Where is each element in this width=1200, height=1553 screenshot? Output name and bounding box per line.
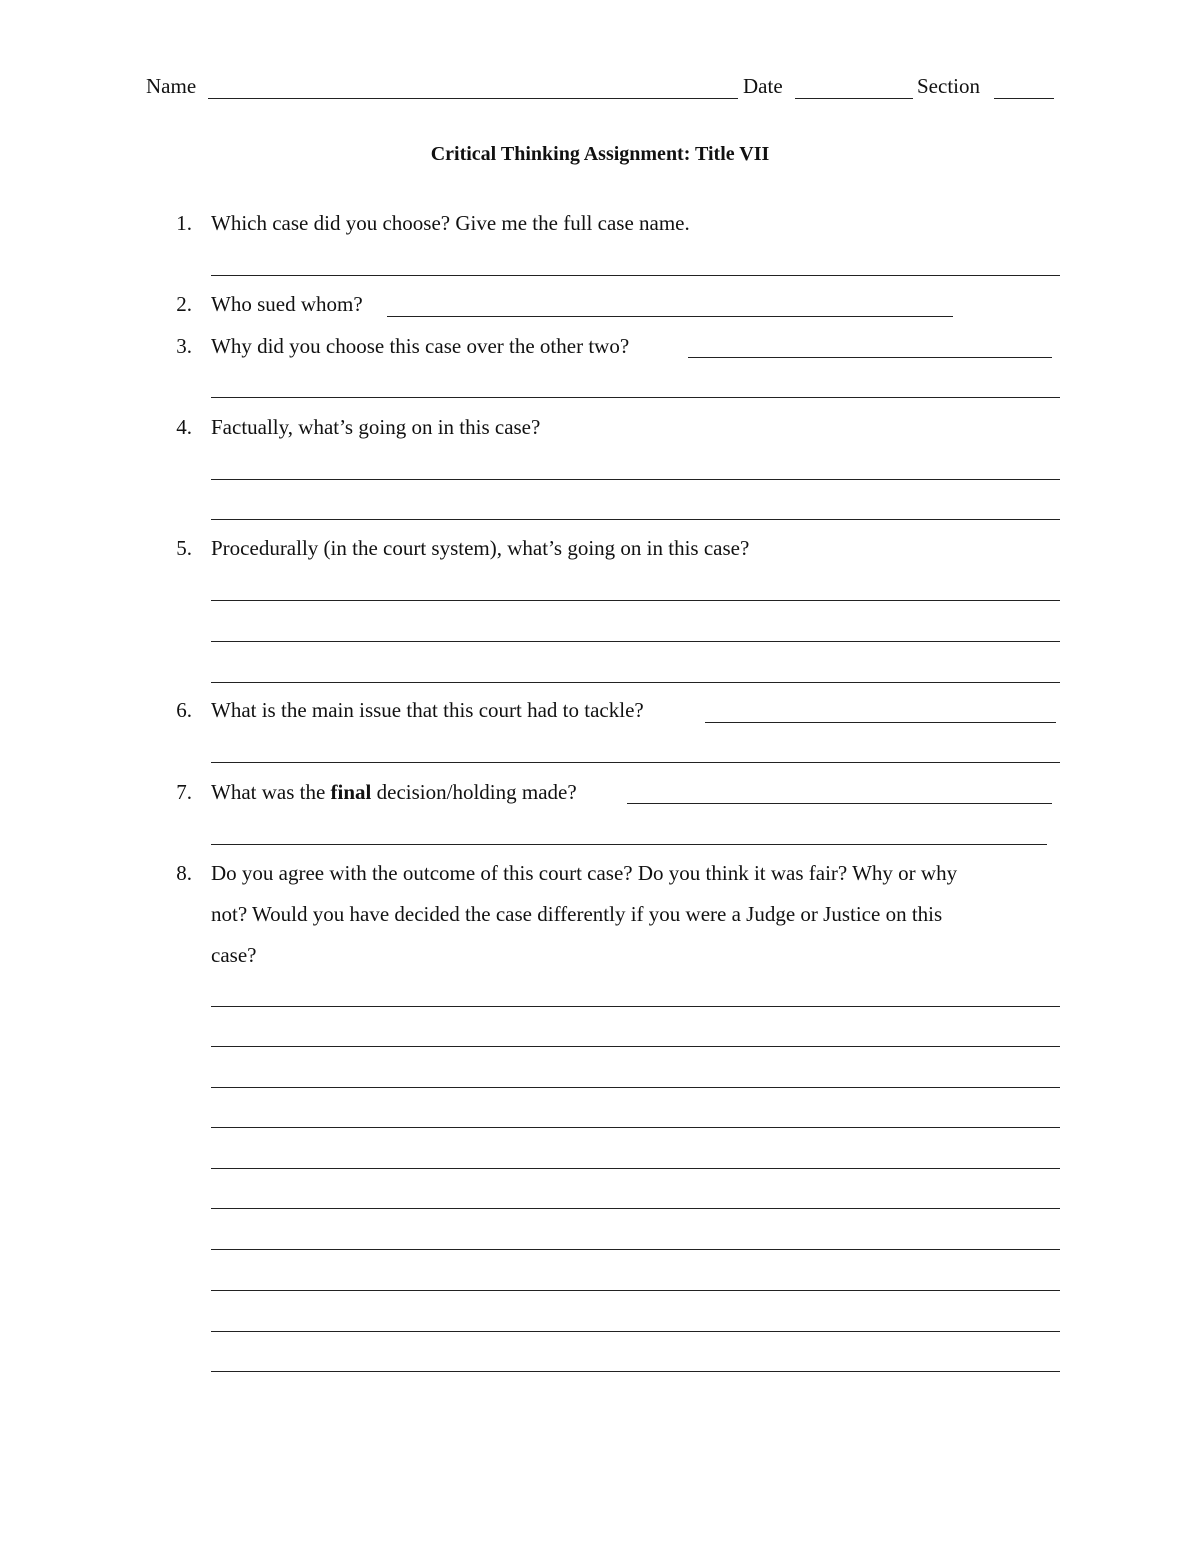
answer-line[interactable] — [211, 1087, 1060, 1088]
question-number: 8. — [176, 861, 192, 885]
question-text-line-1: Do you agree with the outcome of this court case? Do you think it was fair? Why or why — [211, 861, 958, 885]
answer-line[interactable] — [211, 1208, 1060, 1209]
answer-line[interactable] — [387, 316, 953, 317]
question-text: Who sued whom? — [211, 292, 363, 316]
answer-line[interactable] — [211, 600, 1060, 601]
answer-line[interactable] — [705, 722, 1056, 723]
question-number: 4. — [176, 415, 192, 439]
answer-line[interactable] — [211, 397, 1060, 398]
date-label: Date — [743, 74, 783, 98]
question-text: Factually, what’s going on in this case? — [211, 415, 541, 439]
answer-line[interactable] — [211, 1046, 1060, 1047]
answer-line[interactable] — [211, 1331, 1060, 1332]
question-number: 5. — [176, 536, 192, 560]
answer-line[interactable] — [211, 1290, 1060, 1291]
answer-line[interactable] — [211, 844, 1047, 845]
answer-line[interactable] — [211, 641, 1060, 642]
question-number: 3. — [176, 334, 192, 358]
answer-line[interactable] — [211, 1371, 1060, 1372]
question-text: Why did you choose this case over the other two? — [211, 334, 630, 358]
answer-line[interactable] — [211, 762, 1060, 763]
name-label: Name — [146, 74, 197, 98]
question-number: 2. — [176, 292, 192, 316]
question-text: Procedurally (in the court system), what’s going on in this case? — [211, 536, 750, 560]
answer-line[interactable] — [211, 682, 1060, 683]
answer-line[interactable] — [688, 357, 1052, 358]
answer-line[interactable] — [627, 803, 1052, 804]
emphasis-final: final — [330, 780, 372, 804]
question-text: What is the main issue that this court had to tackle? — [211, 698, 644, 722]
question-number: 6. — [176, 698, 192, 722]
answer-line[interactable] — [211, 519, 1060, 520]
page-title: Critical Thinking Assignment: Title VII — [430, 143, 770, 165]
question-text-line-2: not? Would you have decided the case differently if you were a Judge or Justice on this — [211, 902, 943, 926]
question-text-line-3: case? — [211, 943, 257, 967]
question-text: What was the final decision/holding made? — [211, 780, 577, 804]
date-field[interactable] — [795, 98, 913, 99]
question-number: 1. — [176, 211, 192, 235]
question-number: 7. — [176, 780, 192, 804]
section-label: Section — [917, 74, 980, 98]
question-text: Which case did you choose? Give me the full case name. — [211, 211, 690, 235]
answer-line[interactable] — [211, 275, 1060, 276]
section-field[interactable] — [994, 98, 1054, 99]
name-field[interactable] — [208, 98, 738, 99]
answer-line[interactable] — [211, 1168, 1060, 1169]
answer-line[interactable] — [211, 1249, 1060, 1250]
answer-line[interactable] — [211, 1006, 1060, 1007]
answer-line[interactable] — [211, 1127, 1060, 1128]
answer-line[interactable] — [211, 479, 1060, 480]
